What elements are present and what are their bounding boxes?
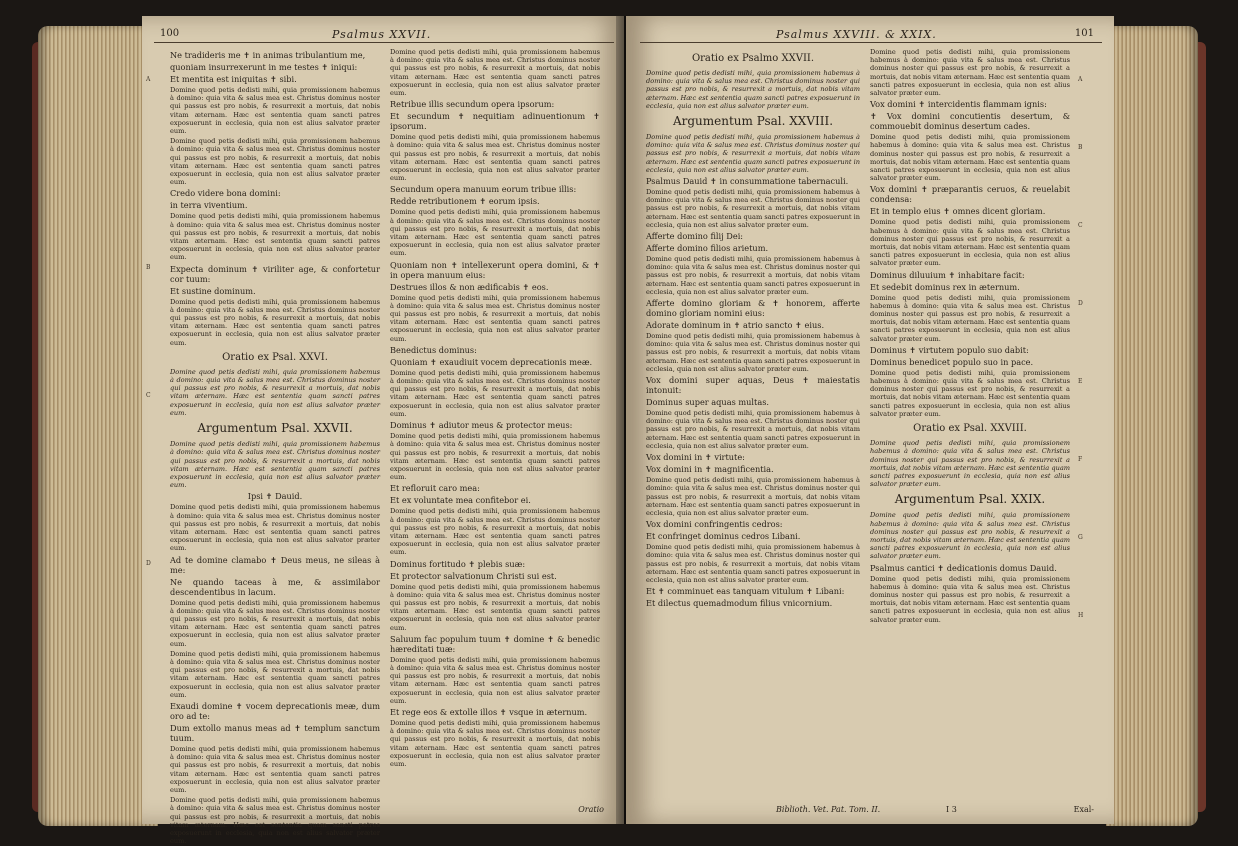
oratio-text: Domine quod petis dedisti mihi, quia promissionem habemus à domino: quia vita & salus mea est. Christus dominus noster qui passus est pro nobis, & resurrexit a mortuis, dat nobis vitam æternam. Hæc est sententia quam sancti patres exposuerunt in ecclesia, quia non est alius salvator præter eum. [870,439,1070,489]
right-column-2 [870,48,1070,800]
left-column-2 [390,48,600,800]
right-page [626,16,1114,824]
commentary: Domine quod petis dedisti mihi, quia promissionem habemus à domino: quia vita & salus mea est. Christus dominus noster qui passus est pro nobis, & resurrexit a mortuis, dat nobis vitam æternam. Hæc est sententia quam sancti patres exposuerunt in ecclesia, quia non est alius salvator præter eum. [170,649,380,699]
margin-letter: C [1078,222,1083,229]
verse-line: Et ✝ comminuet eas tanquam vitulum ✝ Libani: [646,586,845,597]
margin-letter: A [146,76,151,83]
verse-line: Retribue illis secundum opera ipsorum: [390,99,555,110]
verse-line: Quoniam non ✝ intellexerunt opera domini, & ✝ in opera manuum eius: [390,259,600,280]
verse-line: Secundum opera manuum eorum tribue illis: [390,184,577,195]
verse-line: Adorate dominum in ✝ atrio sancto ✝ eius. [646,320,825,331]
verse-line: Vox domini in ✝ virtute: [646,452,745,463]
header-rule [640,42,1102,43]
commentary: Domine quod petis dedisti mihi, quia promissionem habemus à domino: quia vita & salus mea est. Christus dominus noster qui passus est pro nobis, & resurrexit a mortuis, dat nobis vitam æternam. Hæc est sententia quam sancti patres exposuerunt in ecclesia, quia non est alius salvator præter eum. [870,48,1070,98]
margin-letter: E [1078,378,1083,385]
commentary: Domine quod petis dedisti mihi, quia promissionem habemus à domino: quia vita & salus mea est. Christus dominus noster qui passus est pro nobis, & resurrexit a mortuis, dat nobis vitam æternam. Hæc est sententia quam sancti patres exposuerunt in ecclesia, quia non est alius salvator præter eum. [390,507,600,557]
open-book [38,12,1198,846]
argumentum-heading: Argumentum Psal. XXVII. [197,421,353,436]
argumentum-heading: Argumentum Psal. XXVIII. [672,114,834,129]
right-column-1 [646,48,860,800]
margin-letter: C [146,392,151,399]
verse-line: Exaudi domine ✝ vocem deprecationis meæ, dum oro ad te: [170,700,380,721]
margin-letter: B [146,264,151,271]
verse-line: Dum extollo manus meas ad ✝ templum sanctum tuum. [170,722,380,743]
margin-letter: F [1078,456,1083,463]
commentary: Domine quod petis dedisti mihi, quia promissionem habemus à domino: quia vita & salus mea est. Christus dominus noster qui passus est pro nobis, & resurrexit a mortuis, dat nobis vitam æternam. Hæc est sententia quam sancti patres exposuerunt in ecclesia, quia non est alius salvator præter eum. [870,293,1070,343]
right-page-number: 101 [1074,28,1094,39]
verse-line: Dominus benedicet populo suo in pace. [870,356,1034,367]
verse-line: Ne tradideris me ✝ in animas tribulantium me, [170,50,366,60]
verse-line: Et confringet dominus cedros Libani. [646,531,801,542]
verse-line: in terra viventium. [170,200,248,211]
commentary: Domine quod petis dedisti mihi, quia promissionem habemus à domino: quia vita & salus mea est. Christus dominus noster qui passus est pro nobis, & resurrexit a mortuis, dat nobis vitam æternam. Hæc est sententia quam sancti patres exposuerunt in ecclesia, quia non est alius salvator præter eum. [390,293,600,343]
verse-line: Ne quando taceas à me, & assimilabor descendentibus in lacum. [170,576,380,597]
oratio-heading: Oratio ex Psal. XXVIII. [913,423,1027,435]
verse-line: Et rege eos & extolle illos ✝ vsque in æternum. [390,706,588,717]
oratio-heading: Oratio ex Psalmo XXVII. [691,53,815,64]
verse-line: Et mentita est iniquitas ✝ sibi. [170,74,297,84]
commentary: Domine quod petis dedisti mihi, quia promissionem habemus à domino: quia vita & salus mea est. Christus dominus noster qui passus est pro nobis, & resurrexit a mortuis, dat nobis vitam æternam. Hæc est sententia quam sancti patres exposuerunt in ecclesia, quia non est alius salvator præter eum. [390,718,600,768]
verse-line: Vox domini ✝ intercidentis flammam ignis: [870,99,1047,110]
left-page-number: 100 [160,28,180,39]
commentary: Domine quod petis dedisti mihi, quia promissionem habemus à domino: quia vita & salus mea est. Christus dominus noster qui passus est pro nobis, & resurrexit a mortuis, dat nobis vitam æternam. Hæc est sententia quam sancti patres exposuerunt in ecclesia, quia non est alius salvator præter eum. [170,212,380,262]
right-margin-notes [1078,56,1108,620]
verse-line: Afferte domino gloriam & ✝ honorem, afferte domino gloriam nomini eius: [646,298,860,319]
commentary: Domine quod petis dedisti mihi, quia promissionem habemus à domino: quia vita & salus mea est. Christus dominus noster qui passus est pro nobis, & resurrexit a mortuis, dat nobis vitam æternam. Hæc est sententia quam sancti patres exposuerunt in ecclesia, quia non est alius salvator præter eum. [390,133,600,183]
verse-line: Afferte domino filios arietum. [646,243,769,254]
verse-line: Vox domini confringentis cedros: [646,519,783,530]
argumentum-heading: Argumentum Psal. XXIX. [894,492,1046,507]
margin-letter: G [1078,534,1083,541]
commentary: Domine quod petis dedisti mihi, quia promissionem habemus à domino: quia vita & salus mea est. Christus dominus noster qui passus est pro nobis, & resurrexit a mortuis, dat nobis vitam æternam. Hæc est sententia quam sancti patres exposuerunt in ecclesia, quia non est alius salvator præter eum. [870,218,1070,268]
verse-line: Vox domini in ✝ magnificentia. [646,464,774,475]
commentary: Domine quod petis dedisti mihi, quia promissionem habemus à domino: quia vita & salus mea est. Christus dominus noster qui passus est pro nobis, & resurrexit a mortuis, dat nobis vitam æternam. Hæc est sententia quam sancti patres exposuerunt in ecclesia, quia non est alius salvator præter eum. [870,133,1070,183]
verse-line: Vox domini ✝ præparantis ceruos, & reuelabit condensa: [870,184,1070,205]
margin-letter: H [1078,612,1084,619]
verse-line: Saluum fac populum tuum ✝ domine ✝ & benedic hæreditati tuæ: [390,633,600,654]
right-catchword: Exal- [1073,805,1094,814]
commentary: Domine quod petis dedisti mihi, quia promissionem habemus à domino: quia vita & salus mea est. Christus dominus noster qui passus est pro nobis, & resurrexit a mortuis, dat nobis vitam æternam. Hæc est sententia quam sancti patres exposuerunt in ecclesia, quia non est alius salvator præter eum. [870,574,1070,624]
verse-line: Expecta dominum ✝ viriliter age, & confortetur cor tuum: [170,263,380,284]
verse-line: Et sedebit dominus rex in æternum. [870,281,1020,292]
left-column-1 [170,48,380,846]
right-footer: Biblioth. Vet. Pat. Tom. II. [776,805,881,814]
commentary: Domine quod petis dedisti mihi, quia promissionem habemus à domino: quia vita & salus mea est. Christus dominus noster qui passus est pro nobis, & resurrexit a mortuis, dat nobis vitam æternam. Hæc est sententia quam sancti patres exposuerunt in ecclesia, quia non est alius salvator præter eum. [646,409,860,450]
verse-line: Redde retributionem ✝ eorum ipsis. [390,196,540,207]
verse-line: Dominus fortitudo ✝ plebis suæ: [390,558,526,569]
commentary: Domine quod petis dedisti mihi, quia promissionem habemus à domino: quia vita & salus mea est. Christus dominus noster qui passus est pro nobis, & resurrexit a mortuis, dat nobis vitam æternam. Hæc est sententia quam sancti patres exposuerunt in ecclesia, quia non est alius salvator præter eum. [646,332,860,373]
verse-line: Ipsi ✝ Dauid. [247,491,303,502]
verse-line: Vox domini super aquas, Deus ✝ maiestatis intonuit: [646,375,860,396]
argumentum-text: Domine quod petis dedisti mihi, quia promissionem habemus à domino: quia vita & salus mea est. Christus dominus noster qui passus est pro nobis, & resurrexit a mortuis, dat nobis vitam æternam. Hæc est sententia quam sancti patres exposuerunt in ecclesia, quia non est alius salvator præter eum. [870,511,1070,561]
commentary: Domine quod petis dedisti mihi, quia promissionem habemus à domino: quia vita & salus mea est. Christus dominus noster qui passus est pro nobis, & resurrexit a mortuis, dat nobis vitam æternam. Hæc est sententia quam sancti patres exposuerunt in ecclesia, quia non est alius salvator præter eum. [390,368,600,418]
verse-line: Et sustine dominum. [170,285,256,296]
commentary: Domine quod petis dedisti mihi, quia promissionem habemus à domino: quia vita & salus mea est. Christus dominus noster qui passus est pro nobis, & resurrexit a mortuis, dat nobis vitam æternam. Hæc est sententia quam sancti patres exposuerunt in ecclesia, quia non est alius salvator præter eum. [170,598,380,648]
commentary: Domine quod petis dedisti mihi, quia promissionem habemus à domino: quia vita & salus mea est. Christus dominus noster qui passus est pro nobis, & resurrexit a mortuis, dat nobis vitam æternam. Hæc est sententia quam sancti patres exposuerunt in ecclesia, quia non est alius salvator præter eum. [170,137,380,187]
oratio-text: Domine quod petis dedisti mihi, quia promissionem habemus à domino: quia vita & salus mea est. Christus dominus noster qui passus est pro nobis, & resurrexit a mortuis, dat nobis vitam æternam. Hæc est sententia quam sancti patres exposuerunt in ecclesia, quia non est alius salvator præter eum. [170,367,380,417]
verse-line: Afferte domino filij Dei: [646,231,744,242]
argumentum-text: Domine quod petis dedisti mihi, quia promissionem habemus à domino: quia vita & salus mea est. Christus dominus noster qui passus est pro nobis, & resurrexit a mortuis, dat nobis vitam æternam. Hæc est sententia quam sancti patres exposuerunt in ecclesia, quia non est alius salvator præter eum. [646,133,860,174]
verse-line: Destrues illos & non ædificabis ✝ eos. [390,281,549,292]
header-rule [154,42,614,43]
verse-line: quoniam insurrexerunt in me testes ✝ iniqui: [170,62,358,72]
left-running-head: Psalmus XXVII. [332,28,432,41]
oratio-text: Domine quod petis dedisti mihi, quia promissionem habemus à domino: quia vita & salus mea est. Christus dominus noster qui passus est pro nobis, & resurrexit a mortuis, dat nobis vitam æternam. Hæc est sententia quam sancti patres exposuerunt in ecclesia, quia non est alius salvator præter eum. [646,69,860,110]
commentary: Domine quod petis dedisti mihi, quia promissionem habemus à domino: quia vita & salus mea est. Christus dominus noster qui passus est pro nobis, & resurrexit a mortuis, dat nobis vitam æternam. Hæc est sententia quam sancti patres exposuerunt in ecclesia, quia non est alius salvator præter eum. [390,48,600,98]
commentary: Domine quod petis dedisti mihi, quia promissionem habemus à domino: quia vita & salus mea est. Christus dominus noster qui passus est pro nobis, & resurrexit a mortuis, dat nobis vitam æternam. Hæc est sententia quam sancti patres exposuerunt in ecclesia, quia non est alius salvator præter eum. [390,432,600,482]
commentary: Domine quod petis dedisti mihi, quia promissionem habemus à domino: quia vita & salus mea est. Christus dominus noster qui passus est pro nobis, & resurrexit a mortuis, dat nobis vitam æternam. Hæc est sententia quam sancti patres exposuerunt in ecclesia, quia non est alius salvator præter eum. [170,744,380,794]
commentary: Domine quod petis dedisti mihi, quia promissionem habemus à domino: quia vita & salus mea est. Christus dominus noster qui passus est pro nobis, & resurrexit a mortuis, dat nobis vitam æternam. Hæc est sententia quam sancti patres exposuerunt in ecclesia, quia non est alius salvator præter eum. [646,188,860,229]
margin-letter: A [1078,76,1083,83]
margin-letter: B [1078,144,1083,151]
page-edges-right [1106,26,1198,826]
verse-line: Benedictus dominus: [390,344,477,355]
verse-line: Et dilectus quemadmodum filius vnicornium. [646,598,833,609]
verse-line: ✝ Vox domini concutientis desertum, & commouebit dominus desertum cades. [870,111,1070,132]
commentary: Domine quod petis dedisti mihi, quia promissionem habemus à domino: quia vita & salus mea est. Christus dominus noster qui passus est pro nobis, & resurrexit a mortuis, dat nobis vitam æternam. Hæc est sententia quam sancti patres exposuerunt in ecclesia, quia non est alius salvator præter eum. [390,655,600,705]
left-margin-notes [146,56,168,568]
commentary: Domine quod petis dedisti mihi, quia promissionem habemus à domino: quia vita & salus mea est. Christus dominus noster qui passus est pro nobis, & resurrexit a mortuis, dat nobis vitam æternam. Hæc est sententia quam sancti patres exposuerunt in ecclesia, quia non est alius salvator præter eum. [170,297,380,347]
verse-line: Ad te domine clamabo ✝ Deus meus, ne sileas à me: [170,554,380,575]
commentary: Domine quod petis dedisti mihi, quia promissionem habemus à domino: quia vita & salus mea est. Christus dominus noster qui passus est pro nobis, & resurrexit a mortuis, dat nobis vitam æternam. Hæc est sententia quam sancti patres exposuerunt in ecclesia, quia non est alius salvator præter eum. [170,86,380,136]
signature-mark: I 3 [946,805,957,814]
verse-line: Dominus diluuium ✝ inhabitare facit: [870,269,1025,280]
verse-line: Et refloruit caro mea: [390,483,480,494]
margin-letter: D [1078,300,1083,307]
verse-line: Et in templo eius ✝ omnes dicent gloriam. [870,206,1046,217]
verse-line: Psalmus Dauid ✝ in consummatione tabernaculi. [646,176,849,187]
commentary: Domine quod petis dedisti mihi, quia promissionem habemus à domino: quia vita & salus mea est. Christus dominus noster qui passus est pro nobis, & resurrexit a mortuis, dat nobis vitam æternam. Hæc est sententia quam sancti patres exposuerunt in ecclesia, quia non est alius salvator præter eum. [646,255,860,296]
verse-line: Et ex voluntate mea confitebor ei. [390,495,531,506]
verse-line: Psalmus cantici ✝ dedicationis domus Dauid. [870,562,1057,573]
right-running-head: Psalmus XXVIII. & XXIX. [776,28,937,41]
commentary: Domine quod petis dedisti mihi, quia promissionem habemus à domino: quia vita & salus mea est. Christus dominus noster qui passus est pro nobis, & resurrexit a mortuis, dat nobis vitam æternam. Hæc est sententia quam sancti patres exposuerunt in ecclesia, quia non est alius salvator præter eum. [390,208,600,258]
commentary: Domine quod petis dedisti mihi, quia promissionem habemus à domino: quia vita & salus mea est. Christus dominus noster qui passus est pro nobis, & resurrexit a mortuis, dat nobis vitam æternam. Hæc est sententia quam sancti patres exposuerunt in ecclesia, quia non est alius salvator præter eum. [870,368,1070,418]
verse-line: Dominus ✝ virtutem populo suo dabit: [870,344,1029,355]
commentary: Domine quod petis dedisti mihi, quia promissionem habemus à domino: quia vita & salus mea est. Christus dominus noster qui passus est pro nobis, & resurrexit a mortuis, dat nobis vitam æternam. Hæc est sententia quam sancti patres exposuerunt in ecclesia, quia non est alius salvator præter eum. [646,476,860,517]
commentary: Domine quod petis dedisti mihi, quia promissionem habemus à domino: quia vita & salus mea est. Christus dominus noster qui passus est pro nobis, & resurrexit a mortuis, dat nobis vitam æternam. Hæc est sententia quam sancti patres exposuerunt in ecclesia, quia non est alius salvator præter eum. [646,543,860,584]
commentary: Domine quod petis dedisti mihi, quia promissionem habemus à domino: quia vita & salus mea est. Christus dominus noster qui passus est pro nobis, & resurrexit a mortuis, dat nobis vitam æternam. Hæc est sententia quam sancti patres exposuerunt in ecclesia, quia non est alius salvator præter eum. [390,582,600,632]
verse-line: Credo videre bona domini: [170,188,281,199]
commentary: Domine quod petis dedisti mihi, quia promissionem habemus à domino: quia vita & salus mea est. Christus dominus noster qui passus est pro nobis, & resurrexit a mortuis, dat nobis vitam æternam. Hæc est sententia quam sancti patres exposuerunt in ecclesia, quia non est alius salvator præter eum. [170,503,380,553]
oratio-heading: Oratio ex Psal. XXVI. [222,351,328,363]
verse-line: Et secundum ✝ nequitiam adinuentionum ✝ ipsorum. [390,111,600,132]
verse-line: Et protector salvationum Christi sui est. [390,570,557,581]
left-page [142,16,624,846]
commentary: Domine quod petis dedisti mihi, quia promissionem habemus à domino: quia vita & salus mea est. Christus dominus noster qui passus est pro nobis, & resurrexit a mortuis, dat nobis vitam æternam. Hæc est sententia quam sancti patres exposuerunt in ecclesia, quia non est alius salvator præter eum. [170,796,380,846]
page-edges-left [38,26,158,826]
margin-letter: D [146,560,151,567]
verse-line: Dominus super aquas multas. [646,397,770,408]
verse-line: Dominus ✝ adiutor meus & protector meus: [390,420,573,431]
argumentum-text: Domine quod petis dedisti mihi, quia promissionem habemus à domino: quia vita & salus mea est. Christus dominus noster qui passus est pro nobis, & resurrexit a mortuis, dat nobis vitam æternam. Hæc est sententia quam sancti patres exposuerunt in ecclesia, quia non est alius salvator præter eum. [170,440,380,490]
verse-line: Quoniam ✝ exaudiuit vocem deprecationis meæ. [390,356,593,367]
left-catchword: Oratio [578,805,604,814]
